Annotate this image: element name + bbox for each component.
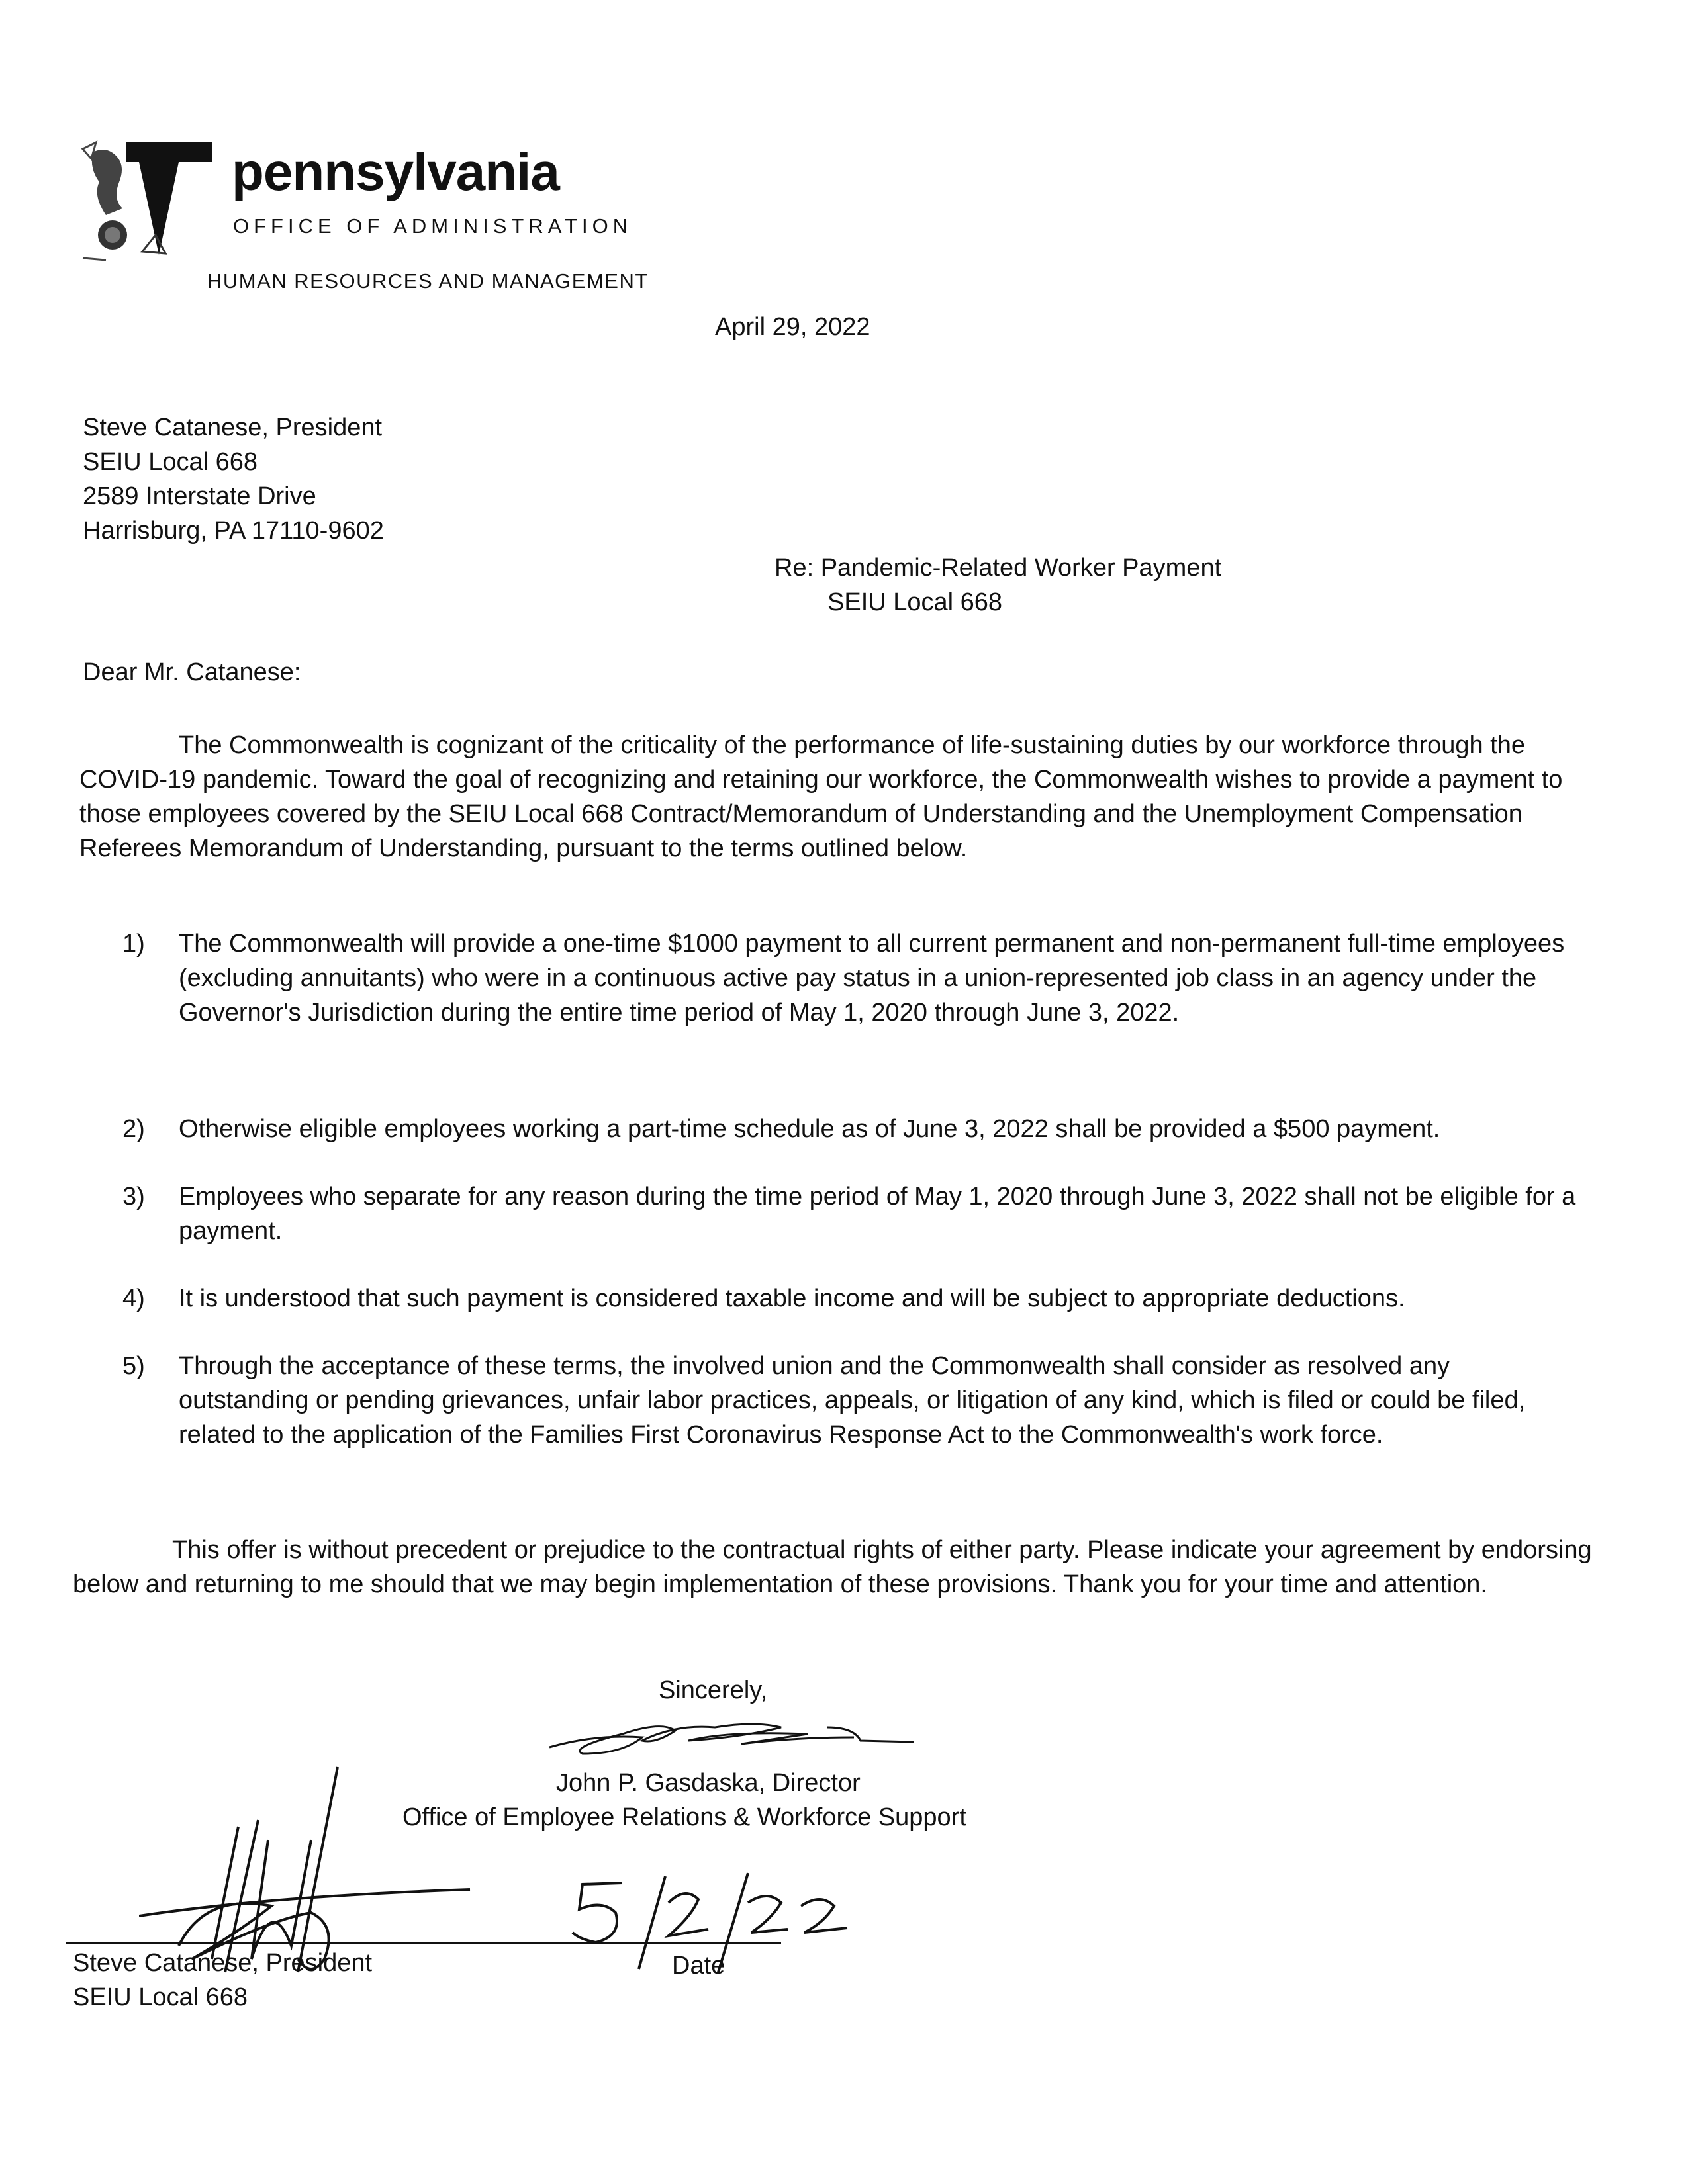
list-item-number: 5) bbox=[122, 1352, 145, 1380]
signer-title: Office of Employee Relations & Workforce Support bbox=[402, 1803, 966, 1831]
date-label: Date bbox=[672, 1952, 726, 1979]
list-item-text: Employees who separate for any reason during the time period of May 1, 2020 through June 3, 2022 shall not be eligible for a payment. bbox=[179, 1183, 1576, 1245]
list-item bbox=[122, 1179, 1579, 1248]
list-item-text: Through the acceptance of these terms, the involved union and the Commonwealth shall consider as resolved any outstanding or pending grievances, unfair labor practices, appeals, or litigation of any kind, which is filed or could be filed, related to the application of the Families First Coronavirus Response Act to the Commonwealth's work force. bbox=[179, 1352, 1526, 1449]
letter-date: April 29, 2022 bbox=[715, 313, 870, 341]
handwritten-date bbox=[569, 1863, 914, 1976]
recipient-address bbox=[83, 410, 384, 548]
department-name: HUMAN RESOURCES AND MANAGEMENT bbox=[207, 269, 649, 293]
president-name: Steve Catanese, President bbox=[73, 1949, 373, 1977]
recipient-line: Steve Catanese, President bbox=[83, 414, 383, 441]
list-item-number: 3) bbox=[122, 1183, 145, 1210]
intro-paragraph: The Commonwealth is cognizant of the criticality of the performance of life-sustaining duties by our workforce through the COVID-19 pandemic. Toward the goal of recognizing and retaining our workforce, the Commonwealth wishes to provide a payment to those employees covered by the SEIU Local 668 Contract/Memorandum of Understanding and the Unemployment Compensation Referees Memorandum of Understanding, pursuant to the terms outlined below. bbox=[79, 731, 1563, 862]
pennsylvania-keystone-logo bbox=[79, 136, 232, 265]
list-item bbox=[122, 927, 1579, 1030]
list-item bbox=[122, 1112, 1579, 1146]
complimentary-close: Sincerely, bbox=[659, 1676, 768, 1704]
recipient-line: 2589 Interstate Drive bbox=[83, 482, 316, 510]
org-name: pennsylvania bbox=[232, 142, 559, 201]
signer-name: John P. Gasdaska, Director bbox=[556, 1769, 861, 1797]
office-name: OFFICE OF ADMINISTRATION bbox=[233, 214, 633, 238]
list-item-text: The Commonwealth will provide a one-time $1000 payment to all current permanent and non-permanent full-time employees (excluding annuitants) who were in a continuous active pay status in a union-represented job class in an agency under the Governor's Jurisdiction during the entire time period of May 1, 2020 through June 3, 2022. bbox=[179, 930, 1565, 1026]
list-item-number: 4) bbox=[122, 1285, 145, 1312]
subject-line bbox=[774, 551, 1221, 619]
president-org: SEIU Local 668 bbox=[73, 1983, 248, 2011]
list-item-text: Otherwise eligible employees working a part-time schedule as of June 3, 2022 shall be provided a $500 payment. bbox=[179, 1115, 1440, 1143]
list-item-number: 1) bbox=[122, 930, 145, 958]
salutation: Dear Mr. Catanese: bbox=[83, 659, 301, 686]
director-signature bbox=[543, 1707, 914, 1767]
list-item bbox=[122, 1349, 1579, 1452]
subject-text: Re: Pandemic-Related Worker Payment bbox=[774, 554, 1222, 582]
closing-paragraph: This offer is without precedent or prejudice to the contractual rights of either party. Please indicate your agreement by endorsing below and returning to me should that we may begin implementation of these provisions. Thank you for your time and attention. bbox=[73, 1536, 1592, 1598]
recipient-line: Harrisburg, PA 17110-9602 bbox=[83, 517, 384, 545]
subject-text: SEIU Local 668 bbox=[827, 588, 1003, 616]
recipient-line: SEIU Local 668 bbox=[83, 448, 258, 476]
list-item-text: It is understood that such payment is considered taxable income and will be subject to appropriate deductions. bbox=[179, 1285, 1405, 1312]
list-item bbox=[122, 1281, 1579, 1316]
list-item-number: 2) bbox=[122, 1115, 145, 1143]
